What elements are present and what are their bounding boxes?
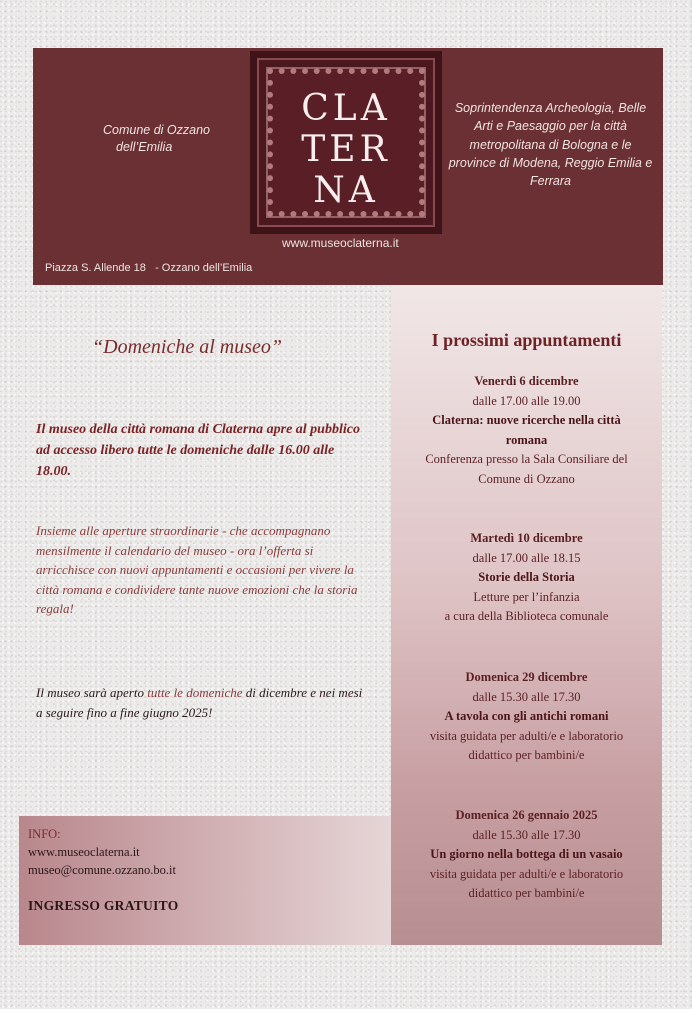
info-label: INFO:	[28, 827, 61, 841]
opening-text-highlight: tutte le domeniche	[147, 685, 243, 700]
events-title: I prossimi appuntamenti	[431, 330, 622, 350]
event-time: dalle 15.30 alle 17.30	[472, 827, 581, 842]
slogan-title: “Domeniche al museo”	[92, 336, 282, 358]
event-title: Un giorno nella bottega di un vasaio	[430, 847, 623, 861]
event-item	[391, 529, 662, 627]
event-description: visita guidata per adulti/e e laboratorio didattico per bambini/e	[429, 728, 624, 762]
event-description: Conferenza presso la Sala Consiliare del Comune di Ozzano	[425, 452, 628, 486]
header-website-link[interactable]: www.museoclaterna.it	[282, 236, 399, 250]
description-paragraph: Insieme alle aperture straordinarie - che accompagnano mensilmente il calendario del museo - ora l’offerta si arricchisce con nuovi appuntamenti e occasioni per vivere la città romana e condividere tante nuove emozioni che la storia regala!	[36, 523, 358, 617]
event-date: Venerdì 6 dicembre	[474, 374, 579, 388]
event-item	[391, 806, 662, 904]
event-description: Letture per l’infanzia	[473, 589, 580, 604]
museum-address: Piazza S. Allende 18 - Ozzano dell’Emilia	[45, 262, 253, 274]
event-date: Martedì 10 dicembre	[470, 531, 583, 545]
comune-line-1: Comune di Ozzano	[103, 123, 211, 137]
opening-text-start: Il museo sarà aperto	[36, 685, 148, 700]
logo-line-1: CLA	[301, 88, 391, 129]
soprintendenza-text: Soprintendenza Archeologia, Belle Arti e Paesaggio per la città metropolitana di Bologna e le province di Modena, Reggio Emilia e Ferrara	[448, 101, 653, 189]
info-email-link[interactable]: museo@comune.ozzano.bo.it	[28, 863, 176, 877]
info-website-link[interactable]: www.museoclaterna.it	[28, 845, 140, 859]
event-title: Claterna: nuove ricerche nella città romana	[432, 413, 621, 447]
info-panel	[19, 816, 391, 945]
event-description-extra: a cura della Biblioteca comunale	[444, 609, 609, 623]
free-admission-label: INGRESSO GRATUITO	[28, 898, 179, 913]
event-title: A tavola con gli antichi romani	[444, 709, 609, 723]
logo-line-3: NA	[313, 170, 379, 211]
opening-period-text	[36, 683, 371, 723]
event-time: dalle 17.00 alle 19.00	[472, 393, 581, 408]
event-time: dalle 15.30 alle 17.30	[472, 689, 581, 704]
intro-text: Il museo della città romana di Claterna apre al pubblico ad accesso libero tutte le domeniche dalle 16.00 alle 18.00.	[36, 422, 360, 479]
logo-line-2: TER	[301, 129, 391, 170]
event-date: Domenica 26 gennaio 2025	[455, 808, 598, 822]
event-date: Domenica 29 dicembre	[465, 670, 588, 684]
claterna-logo	[250, 51, 442, 234]
comune-line-2: dell’Emilia	[116, 140, 173, 154]
opening-text-end: di dicembre e nei mesi a seguire fino a fine giugno 2025!	[36, 685, 363, 720]
logo-wordmark	[257, 88, 435, 211]
event-item	[391, 668, 662, 766]
event-item	[391, 372, 662, 489]
event-description: visita guidata per adulti/e e laboratorio didattico per bambini/e	[429, 866, 624, 900]
event-time: dalle 17.00 alle 18.15	[472, 550, 581, 565]
event-title: Storie della Storia	[478, 570, 575, 584]
comune-name	[103, 122, 210, 156]
